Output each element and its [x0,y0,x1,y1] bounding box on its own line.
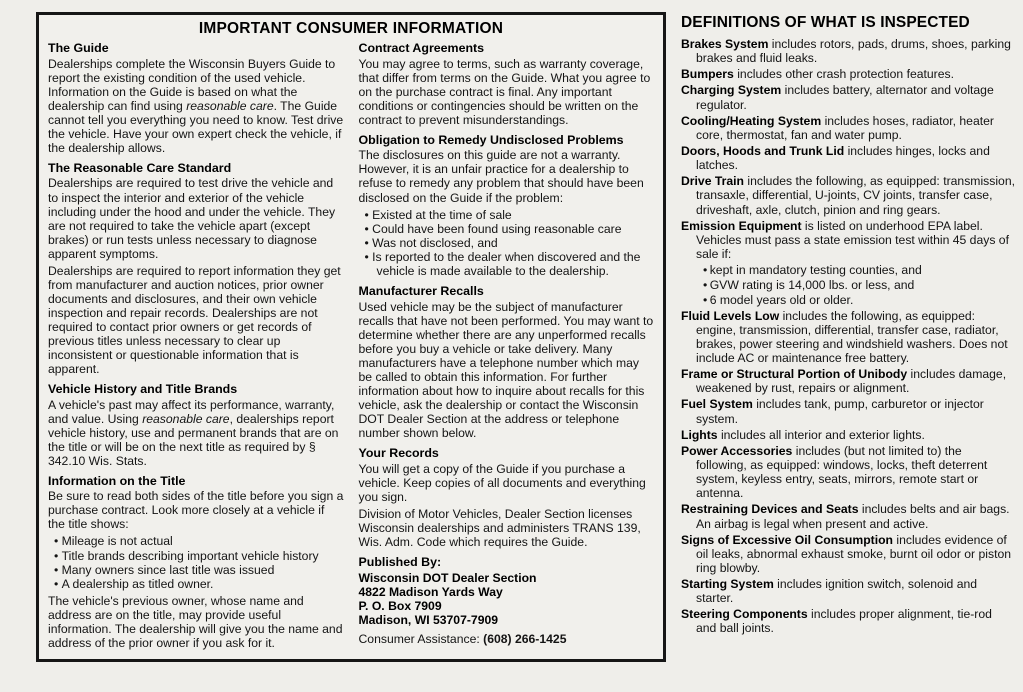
definition-item: Restraining Devices and Seats includes belts and air bags. An airbag is legal when present and active. [681,502,1010,531]
paragraph: Be sure to read both sides of the title before you sign a purchase contract. Look more closely at a vehicle if the title shows: [48,489,344,532]
info-box-columns [48,41,654,656]
bullet-item: • Title brands describing important vehicle history [54,549,344,563]
section [359,41,655,127]
definition-item: Starting System includes ignition switch, solenoid and starter. [681,577,978,606]
paragraph: A vehicle's past may affect its performance, warranty, and value. Using reasonable care, dealerships report vehicle history, use and permanent brands that are on the title or will be on the next title as required by § 342.10 Wis. Stats. [48,397,339,468]
section [48,41,344,155]
publisher-address-line: 4822 Madison Yards Way [358,584,503,599]
section-heading: The Guide [48,41,109,55]
paragraph: The disclosures on this guide are not a warranty. However, it is an unfair practice for a dealership to refuse to remedy any problem that should have been disclosed on the Guide if the problem: [358,148,644,205]
definitions-title: DEFINITIONS OF WHAT IS INSPECTED [681,14,970,31]
definition-item: Emission Equipment is listed on underhood EPA label. Vehicles must pass a state emission test within 45 days of sale if: [681,218,1009,261]
bullet-item: • Mileage is not actual [54,534,344,548]
bullet-item: • Existed at the time of sale [365,208,655,222]
section [359,555,655,646]
definitions-list [681,37,1015,636]
paragraph: Consumer Assistance: (608) 266-1425 [358,631,567,646]
paragraph: The vehicle's previous owner, whose name and address are on the title, may provide useful information. The dealership will give you the name and address of the prior owner if you ask for it. [48,593,343,651]
definition-item: Charging System includes battery, alternator and voltage regulator. [681,83,994,112]
bullet-item: • Could have been found using reasonable care [365,222,655,236]
middle-column [359,41,655,656]
section-heading: Vehicle History and Title Brands [48,381,238,396]
definition-bullet: • GVW rating is 14,000 lbs. or less, and [703,278,915,293]
bullet-item: • Many owners since last title was issued [54,563,344,577]
paragraph: You will get a copy of the Guide if you purchase a vehicle. Keep copies of all documents and everything you sign. [358,461,646,504]
bullet-item: • Is reported to the dealer when discovered and the vehicle is made available to the dealership. [365,250,655,278]
paragraph: Dealerships complete the Wisconsin Buyers Guide to report the existing condition of the used vehicle. Information on the Guide is based on what the dealership can find using reasonable care. The Guide cannot tell you everything you need to know. Test drive the vehicle. Have your own expert check the vehicle, if the dealership allows. [48,56,344,155]
paragraph: Division of Motor Vehicles, Dealer Section licenses Wisconsin dealerships and administers TRANS 139, Wis. Adm. Code which requires the Guide. [358,506,641,549]
bullet-item: • A dealership as titled owner. [54,577,344,591]
consumer-info-box [36,12,666,662]
definition-item: Signs of Excessive Oil Consumption includes evidence of oil leaks, abnormal exhaust smoke, burnt oil odor or piston ring blowby. [681,532,1012,575]
publisher-address-line: Wisconsin DOT Dealer Section [358,570,537,585]
definition-item: Doors, Hoods and Trunk Lid includes hinges, locks and latches. [681,143,990,173]
paragraph: You may agree to terms, such as warranty coverage, that differ from terms on the Guide. What you agree to on the purchase contract is final. Any important conditions or contingencies should be written on the contract to prevent misunderstandings. [358,56,651,127]
section [48,161,344,376]
section-heading: Your Records [358,446,439,461]
definition-item: Power Accessories includes (but not limited to) the following, as equipped: windows, locks, theft deterrent system, keyless entry, seats, mirrors, remote start or antenna. [681,443,988,501]
definitions-panel [681,14,1015,680]
bullet-list [359,208,655,279]
definition-item: Brakes System includes rotors, pads, drums, shoes, parking brakes and fluid leaks. [681,37,1011,66]
paragraph: Dealerships are required to test drive the vehicle and to inspect the interior and exterior of the vehicle including under the hood and under the vehicle. They are not required to take the vehicle apart (except brakes) or run tests unless necessary to diagnose apparent symptoms. [48,176,336,261]
section-heading: Manufacturer Recalls [358,284,484,299]
definition-bullet: • 6 model years old or older. [703,293,854,308]
definition-item: Fuel System includes tank, pump, carburetor or injector system. [681,397,984,426]
paragraph: Dealerships are required to report information they get from manufacturer and auction notices, prior owner documents and disclosures, and their own vehicle inspection and repair records. Dealerships are not required to contact prior owners or get records of previous titles unless necessary to clear up inconsistent or questionable information that is apparent. [48,263,341,376]
definition-item: Drive Train includes the following, as equipped: transmission, transaxle, differential, U-joints, CV joints, transfer case, driveshaft, axle, clutch, pinion and ring gears. [681,174,1015,217]
section [359,284,655,440]
section [48,474,344,650]
section [359,446,655,549]
left-column [48,41,344,656]
bullet-item: • Was not disclosed, and [365,236,655,250]
paragraph: Used vehicle may be the subject of manufacturer recalls that have not been performed. You may want to determine whether there are any unperformed recalls before you buy a vehicle or take delivery. Many manufacturers have a telephone number which may be called to obtain this information. For further information about how to inquire about recalls for this vehicle, ask the dealership or contact the Wisconsin DOT Dealer Section at the address or telephone number shown below. [358,299,654,441]
definition-item: Lights includes all interior and exterior lights. [681,427,925,442]
section-heading: Information on the Title [48,473,186,488]
definition-item: Steering Components includes proper alignment, tie-rod and ball joints. [681,607,992,636]
section-heading: Published By: [358,554,442,569]
definition-item: Frame or Structural Portion of Unibody includes damage, weakened by rust, repairs or alignment. [681,367,1007,396]
section-heading: The Reasonable Care Standard [48,160,232,175]
section-heading: Obligation to Remedy Undisclosed Problems [358,132,624,147]
publisher-address-line: Madison, WI 53707-7909 [358,612,499,627]
definition-item: Fluid Levels Low includes the following, as equipped: engine, transmission, differential, transfer case, radiator, brakes, power steering and windshield washers. Does not include AC or maintenance free battery. [681,308,1008,365]
consumer-info-title: IMPORTANT CONSUMER INFORMATION [198,20,504,37]
section [48,382,344,468]
section-heading: Contract Agreements [358,41,485,55]
definition-bullet: • kept in mandatory testing counties, and [703,263,922,278]
section [359,133,655,278]
definition-item: Cooling/Heating System includes hoses, radiator, heater core, thermostat, fan and water pump. [681,113,994,142]
publisher-address-line: P. O. Box 7909 [358,598,442,613]
definition-item: Bumpers includes other crash protection features. [681,67,955,82]
bullet-list [48,534,344,591]
